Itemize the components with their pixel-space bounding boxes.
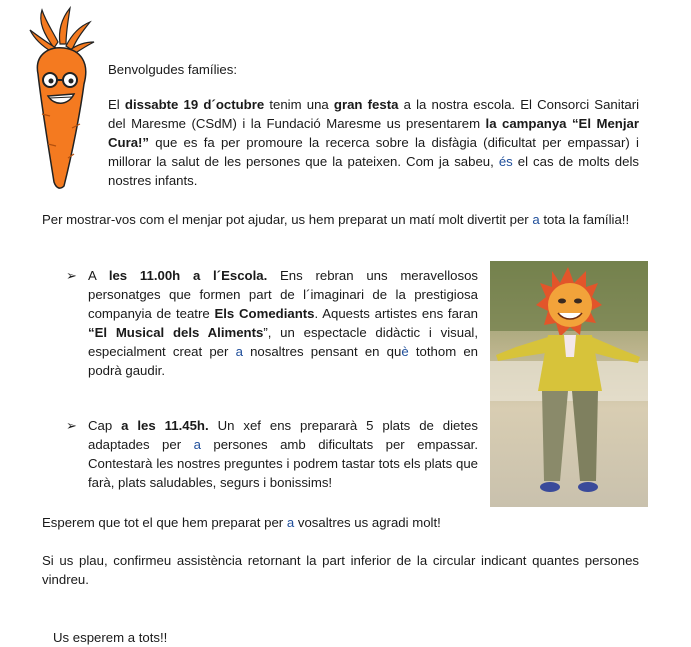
text: tenim una [264,97,334,112]
text: Esperem que tot el que hem preparat per [42,515,287,530]
text: Ens rebran uns meravellosos personatges que formen part de l´imaginari de la prestigiosa companyia de teatre [88,268,479,321]
text-highlight: a [193,437,201,452]
text-highlight: a [532,212,540,227]
show-name: “El Musical dels Aliments [88,325,264,340]
text: Per mostrar-vos com el menjar pot ajudar, us hem preparat un matí molt divertit per [42,212,533,227]
text: . Aquests artistes ens faran [314,306,478,321]
event-date: dissabte 19 d´octubre [124,97,265,112]
time-label: a les 11.45h. [121,418,209,433]
text-highlight: a [286,515,295,530]
company-name: Els Comediants [214,306,315,321]
text: ”, un espectacle didàctic i visual, especialment creat per [88,325,478,359]
greeting-text: Benvolgudes famílies: [108,62,238,77]
text: a la nostra escola. El Consorci Sanitari del Maresme (CSdM) i la Fundació Maresme us presentarem [108,97,640,131]
carrot-mascot-illustration [24,4,100,192]
text: vosaltres us agradi molt! [294,515,441,530]
time-label: les 11.00h a l´Escola. [108,268,268,283]
text: que es fa per promoure la recerca sobre la disfàgia (dificultat per empassar) i millorar la salut de les persones que la pateixen. Com ja sabeu, [108,135,639,169]
schedule-item-1100 [88,266,478,380]
rsvp-text: Si us plau, confirmeu assistència retornant la part inferior de la circular indicant quantes persones vindreu. [42,553,639,587]
text-highlight: è [401,344,409,359]
text: Cap [88,418,122,433]
text-highlight: a [235,344,243,359]
closing-paragraph [42,513,639,532]
text: El [108,97,125,112]
text: Un xef ens prepararà 5 plats de dietes adaptades per [88,418,478,452]
text: tota la família!! [539,212,630,227]
text: persones amb dificultats per empassar. Contestarà les nostres preguntes i podrem tastar tots els plats que farà, plats saludables, segurs i bonissims! [88,437,478,490]
text: tothom en podrà gaudir. [88,344,479,378]
costumed-character-photo [490,261,648,507]
campaign-name: la campanya “El Menjar Cura!” [108,116,639,150]
text: nosaltres pensant en qu [242,344,402,359]
bullet-arrow-icon: ➢ [66,268,77,283]
text: A [88,268,109,283]
text: el cas de molts dels nostres infants. [108,154,639,188]
text-bold: gran festa [333,97,399,112]
intro-paragraph [108,95,639,190]
text-highlight: és [498,154,513,169]
sign-off [42,609,639,647]
bullet-arrow-icon: ➢ [66,418,77,433]
schedule-item-1145 [88,416,478,492]
sign-off-text: Us esperem a tots!! [49,630,168,645]
greeting [108,60,638,79]
rsvp-paragraph [42,551,639,589]
activity-intro-paragraph [42,210,639,229]
